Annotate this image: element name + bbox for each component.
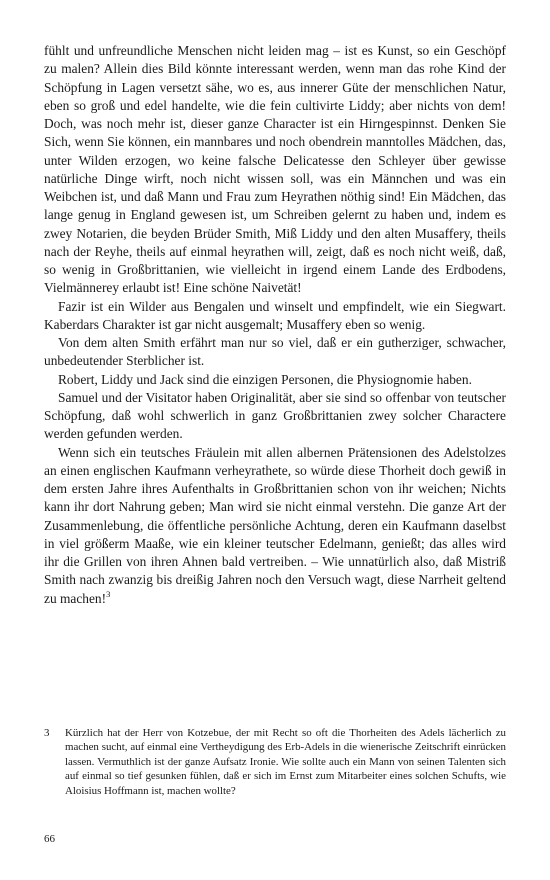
- footnote-number: 3: [44, 727, 50, 739]
- main-text: [44, 42, 506, 608]
- page-number: 66: [44, 833, 55, 845]
- paragraph: fühlt und unfreundliche Menschen nicht leiden mag – ist es Kunst, so ein Geschöpf zu malen? Allein dies Bild könnte interessant werden, wenn man das rohe Kind der Schöpfung in Lagen versetzt sähe, wo es, aus innerer Güte der menschlichen Natur, eben so groß und edel handelte, wie die fein cultivirte Liddy; aber nichts von dem! Doch, was noch mehr ist, dieser ganze Character ist ein Hirngespinnst. Denken Sie Sich, wenn Sie können, ein mannbares und noch obendrein manntolles Mädchen, das, unter Wilden erzogen, wo keine falsche Delicatesse den Schleyer über gewisse natürliche Dinge wirft, noch nicht wissen soll, was ein Männchen und was ein Weibchen ist, und daß Mann und Frau zum Heyrathen nöthig sind! Ein Mädchen, das lange genug in England gewesen ist, um Schreiben gelernt zu haben und, indem es zwey Notarien, die beyden Brüder Smith, Miß Liddy und den alten Musaffery, theils nach der Reyhe, theils auf einmal heyrathen will, zeigt, daß es noch nicht weiß, daß, so wenig in Großbrittanien, wie vielleicht in irgend einem Lande des Erdbodens, Vielmännerey erlaubt ist! Eine schöne Naivetät!: [44, 43, 506, 296]
- paragraph-last: [44, 444, 506, 608]
- paragraph: Samuel und der Visitator haben Originalität, aber sie sind so offenbar von teutscher Schöpfung, daß wohl schwerlich in ganz Großbrittanien zwey solcher Charactere werden gefunden werden.: [44, 389, 506, 442]
- footnote: [44, 726, 506, 798]
- footnote-reference: 3: [106, 588, 111, 599]
- paragraph: Von dem alten Smith erfährt man nur so viel, daß er ein gutherziger, schwacher, unbedeutender Sterblicher ist.: [44, 335, 506, 369]
- paragraph-text: Wenn sich ein teutsches Fräulein mit allen albernen Prätensionen des Adelstolzes an einen englischen Kaufmann verheyrathete, so würde diese Thorheit doch gewiß in dem ersten Jahre ihres Aufenthalts in Großbrittanien schon von ihr weichen; Nichts kann ihr dort Nahrung geben; Man wird sie nicht einmal verstehn. Die ganze Art der Zusammenlebung, die öffentliche persönliche Achtung, deren ein Kaufmann daselbst in viel größerm Maaße, wie ein kleiner teutscher Edelmann, genießt; das alles wird ihr die Grillen von ihren Ahnen bald vertreiben. – Wie unnatürlich also, daß Mistriß Smith nach zwanzig bis dreißig Jahren noch den Versuch wagt, diese Narrheit geltend zu machen!: [44, 444, 506, 606]
- paragraph: Fazir ist ein Wilder aus Bengalen und winselt und empfindelt, wie ein Siegwart. Kaberdars Charakter ist gar nicht ausgemalt; Musaffery eben so wenig.: [44, 298, 506, 332]
- footnote-text: Kürzlich hat der Herr von Kotzebue, der mit Recht so oft die Thorheiten des Adels lächerlich zu machen sucht, auf einmal eine Vertheydigung des Erb-Adels in die wienerische Zeitschrift einrücken lassen. Vermuthlich ist der ganze Aufsatz Ironie. Wie sollte auch ein Mann von seinen Talenten sich auf einmal so tief gesunken fühlen, daß er sich im Ernst zum Mitarbeiter eines solchen Schufts, wie Aloisius Hoffmann ist, machen wollte?: [65, 727, 506, 797]
- paragraph: Robert, Liddy und Jack sind die einzigen Personen, die Physiognomie haben.: [58, 371, 472, 387]
